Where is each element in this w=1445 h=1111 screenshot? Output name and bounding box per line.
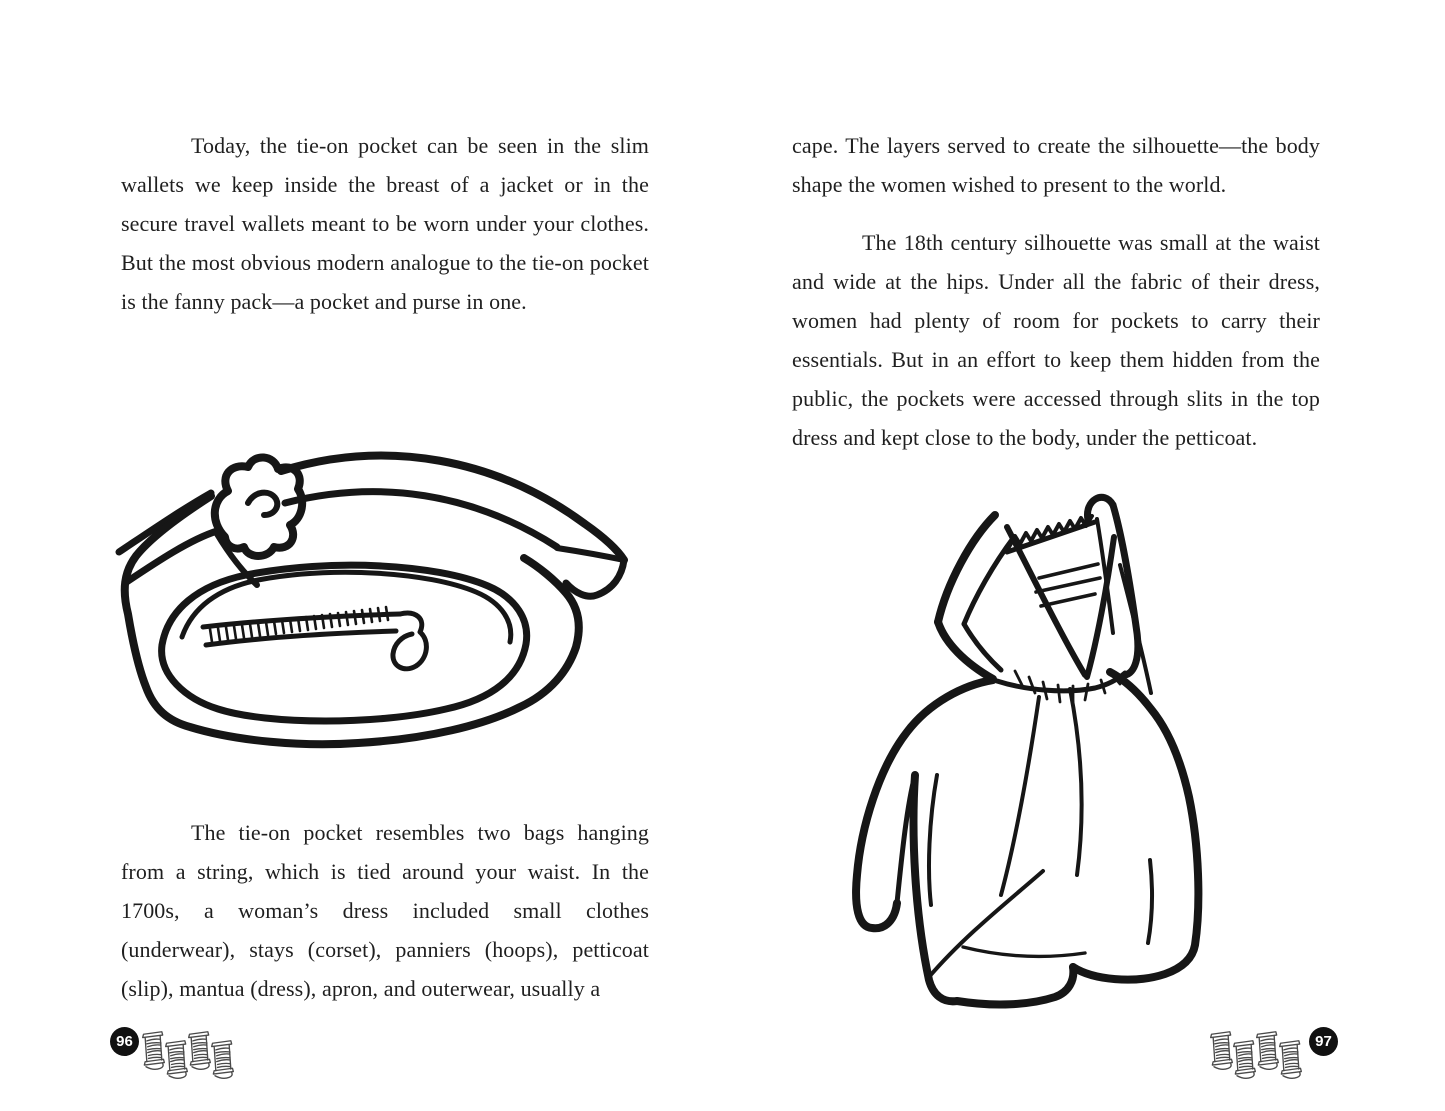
- right-paragraph-2: The 18th century silhouette was small at the waist and wide at the hips. Under all the fabric of their dress, women had plenty of room for pockets to carry their essentials. But in an effort to keep them hidden from the public, the pockets were accessed through slits in the top dress and kept close to the body, under the petticoat.: [792, 230, 1320, 450]
- dress-skirt: [856, 672, 1198, 1004]
- thread-spool-icon: [1232, 1036, 1257, 1083]
- thread-spool-icon: [1278, 1036, 1303, 1083]
- left-paragraph-1: Today, the tie-on pocket can be seen in the slim wallets we keep inside the breast of a jacket or in the secure travel wallets meant to be worn under your clothes. But the most obvious modern analogue to the tie-on pocket is the fanny pack—a pocket and purse in one.: [121, 133, 649, 314]
- right-page-footer: [1211, 1027, 1338, 1083]
- thread-spool-icon: [187, 1027, 212, 1074]
- left-paragraph-2: The tie-on pocket resembles two bags hanging from a string, which is tied around your waist. In the 1700s, a woman’s dress included small clothes (underwear), stays (corset), panniers (hoops), petticoat (slip), mantua (dress), apron, and outerwear, usually a: [121, 820, 649, 1001]
- thread-spool-icon: [141, 1027, 166, 1074]
- dress-drawing: [845, 475, 1307, 1023]
- page-number-badge: 97: [1309, 1027, 1338, 1056]
- fanny-pack-body: [125, 496, 624, 744]
- right-paragraph-1: cape. The layers served to create the silhouette—the body shape the women wished to present to the world.: [792, 133, 1320, 197]
- fanny-pack-zipper: [203, 607, 426, 669]
- dress-sleeve: [938, 515, 1014, 679]
- fanny-pack-illustration: [105, 386, 665, 758]
- dress-illustration: [845, 475, 1307, 1023]
- left-page-footer: [110, 1027, 235, 1083]
- thread-spool-icon: [164, 1036, 189, 1083]
- page-number-badge: 96: [110, 1027, 139, 1056]
- fanny-pack-drawing: [105, 386, 665, 758]
- thread-spool-icon: [1209, 1027, 1234, 1074]
- thread-spool-icon: [210, 1036, 235, 1083]
- dress-waist-gathers: [997, 671, 1125, 703]
- thread-spool-icon: [1255, 1027, 1280, 1074]
- dress-bodice: [1007, 497, 1151, 693]
